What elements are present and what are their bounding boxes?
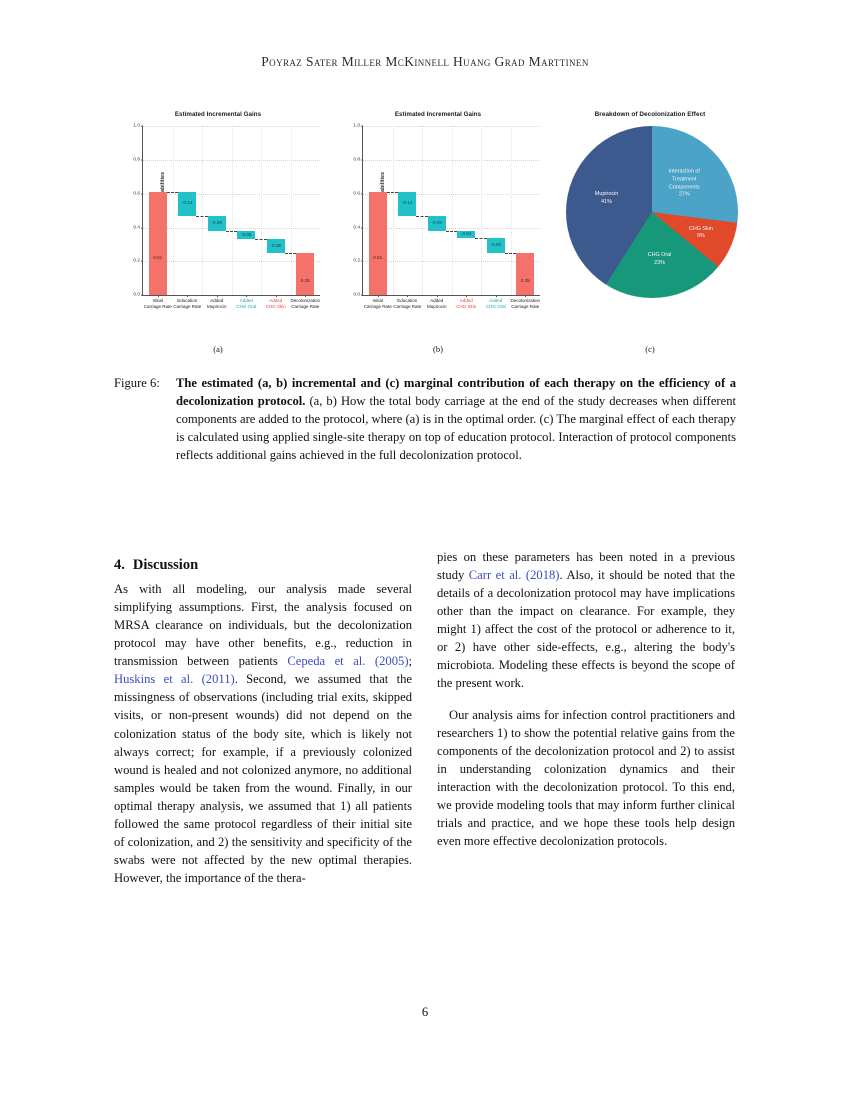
page-number: 6 — [421, 1005, 429, 1019]
pie-slice-label-line: 23% — [654, 259, 665, 266]
waterfall-bar — [369, 192, 387, 295]
waterfall-bar — [428, 216, 446, 231]
x-tick-label — [427, 298, 447, 309]
y-tick-mark — [361, 160, 363, 161]
x-tick-mark — [276, 295, 277, 297]
waterfall-bar — [516, 253, 534, 295]
x-tick-label-line: Carriage Rate — [143, 303, 172, 309]
figure-6 — [112, 112, 748, 356]
panel-c-letter: (c) — [645, 344, 655, 354]
pie-chart — [566, 126, 738, 298]
bar-value-label: 0.25 — [300, 278, 310, 284]
pie-slice-label-line: Mupirocin — [594, 191, 619, 198]
y-tick-mark — [141, 193, 143, 194]
y-tick-mark — [361, 261, 363, 262]
waterfall-connector — [416, 216, 427, 217]
panel-a-axes — [133, 123, 321, 309]
x-tick-mark — [525, 295, 526, 297]
x-tick-label — [236, 298, 256, 309]
pie-slice-label — [595, 191, 618, 207]
figure-caption-rest: (a, b) How the total body carriage at the end of the study decreases when different components are added to the protocol, where (a) is in the optimal order. (c) The marginal effect of each therapy is calculated using applied single-site therapy on top of education protocol. Interaction of protocol components reflects additional gains achieved in the full decolonization protocol. — [176, 394, 736, 462]
y-tick-label: 0.8 — [133, 157, 140, 163]
citation-huskins[interactable]: Huskins et al. (2011) — [114, 672, 235, 687]
waterfall-connector — [387, 192, 398, 193]
waterfall-connector — [226, 231, 237, 232]
bar-value-label: -0.05 — [240, 231, 252, 237]
x-tick-mark — [407, 295, 408, 297]
pie-slice-label-line: CHG Skin — [688, 225, 713, 232]
x-tick-label-line: Carriage Rate — [291, 303, 320, 309]
y-tick-label: 0.2 — [133, 258, 140, 264]
x-tick-label-line: Added — [239, 298, 253, 304]
x-tick-label-line: Added — [459, 298, 473, 304]
y-tick-label: 0.4 — [353, 225, 360, 231]
x-tick-label-line: Carriage Rate — [363, 303, 392, 309]
x-tick-label-line: Carriage Rate — [511, 303, 540, 309]
bar-value-label: -0.14 — [181, 200, 193, 206]
figure-panel-c — [552, 112, 748, 352]
text-run: pies on these parameters has been noted in a previous study — [437, 550, 735, 583]
paragraph-parameters — [437, 548, 735, 693]
x-tick-mark — [378, 295, 379, 297]
y-tick-mark — [141, 160, 143, 161]
pie-slice-label-line: Components — [668, 183, 700, 190]
x-gridline — [202, 126, 203, 295]
x-tick-label-line: Carriage Rate — [173, 303, 202, 309]
pie-slice-label — [648, 252, 672, 268]
waterfall-connector — [196, 216, 207, 217]
y-tick-label: 0.6 — [133, 191, 140, 197]
pie-slice-label — [669, 168, 700, 199]
y-tick-label: 0.0 — [353, 292, 360, 298]
y-tick-label: 0.0 — [133, 292, 140, 298]
panel-c-title: Breakdown of Decolonization Effect — [594, 111, 706, 118]
pie-slice-label-line: 41% — [601, 199, 612, 206]
panel-c-plot-area — [552, 120, 748, 316]
x-tick-label-line: CHG Skin — [265, 303, 286, 309]
section-number: 4. — [114, 557, 125, 574]
panel-a-letter: (a) — [213, 344, 223, 354]
panel-b-letter: (b) — [433, 344, 443, 354]
y-tick-mark — [141, 295, 143, 296]
waterfall-bar — [398, 192, 416, 216]
figure-caption-bold: The estimated (a, b) incremental and (c) marginal contribution of each therapy on the efficiency of a decolonization protocol. — [176, 376, 736, 408]
waterfall-bar — [149, 192, 167, 295]
x-tick-label — [456, 298, 476, 309]
x-tick-mark — [187, 295, 188, 297]
x-tick-label-line: Added — [269, 298, 283, 304]
paragraph-assumptions — [114, 580, 412, 887]
y-tick-label: 1.0 — [353, 123, 360, 129]
waterfall-connector — [167, 192, 178, 193]
y-tick-label: 0.6 — [353, 191, 360, 197]
panel-b-title: Estimated Incremental Gains — [394, 111, 482, 118]
x-gridline — [511, 126, 512, 295]
x-tick-label-line: Added — [430, 298, 444, 304]
bar-value-label: -0.08 — [270, 242, 281, 248]
figure-caption-body — [176, 374, 736, 464]
y-tick-mark — [141, 227, 143, 228]
panel-a-title: Estimated Incremental Gains — [174, 111, 262, 118]
y-tick-label: 0.2 — [353, 258, 360, 264]
figure-panel-b — [332, 112, 544, 352]
x-gridline — [173, 126, 174, 295]
bar-value-label: -0.09 — [490, 241, 501, 247]
x-tick-label — [364, 298, 392, 309]
x-gridline — [232, 126, 233, 295]
x-tick-mark — [217, 295, 218, 297]
text-run: . Also, it should be noted that the details of a decolonization protocol may have implications other than the impact on clearance. For example, they might 1) affect the cost of the protocol or adherence to it, or 2) have other side-effects, e.g., altering the body's microbiota. Modeling these effects is beyond the scope of the present work. — [437, 568, 735, 691]
y-tick-mark — [141, 261, 143, 262]
x-tick-label-line: Added — [210, 298, 224, 304]
bar-value-label: 0.61 — [373, 255, 383, 261]
x-tick-label-line: CHG Oral — [236, 303, 257, 309]
x-tick-mark — [305, 295, 306, 297]
figure-caption-label: Figure 6: — [114, 376, 160, 390]
x-tick-label — [207, 298, 227, 309]
y-tick-mark — [361, 295, 363, 296]
pie-slice-label-line: Treatment — [672, 176, 697, 183]
x-tick-label-line: Decolonization — [290, 298, 321, 304]
x-gridline — [422, 126, 423, 295]
waterfall-connector — [446, 231, 457, 232]
body-column-right — [437, 548, 735, 850]
section-heading-discussion — [114, 557, 198, 574]
citation-cepeda[interactable]: Cepeda et al. (2005) — [287, 654, 409, 669]
waterfall-bar — [178, 192, 196, 216]
citation-carr[interactable]: Carr et al. (2018) — [468, 568, 560, 583]
bar-value-label: -0.04 — [460, 230, 472, 236]
x-gridline — [452, 126, 453, 295]
waterfall-bar — [487, 238, 505, 253]
x-tick-label — [173, 298, 201, 309]
x-gridline — [481, 126, 482, 295]
panel-a-plot-area — [112, 122, 324, 322]
section-title: Discussion — [132, 557, 199, 574]
panel-b-plot-area — [332, 122, 544, 322]
figure-caption — [114, 374, 736, 464]
x-tick-mark — [246, 295, 247, 297]
bar-value-label: 0.25 — [520, 278, 530, 284]
x-tick-label-line: Initial — [372, 298, 384, 304]
pie-slice-label-line: Interaction of — [668, 168, 700, 175]
bar-value-label: 0.61 — [153, 255, 163, 261]
text-run: . Second, we assumed that the missingness of observations (including trial exits, skipped visits, or non-present wounds) did not depend on the colonization status of the body site, which is likely not always correct; for example, if a previously colonized wound is healed and not colonized anymore, no additional samples would be taken from the wound. Finally, in our optimal therapy analysis, we assumed that 1) all patients followed the same protocol regardless of their initial site of colonization, and 2) the sensitivity and specificity of the swabs were not affected by the new optimal therapies. However, the importance of the thera- — [114, 672, 412, 885]
x-gridline — [261, 126, 262, 295]
x-tick-label-line: Mupirocin — [426, 303, 447, 309]
x-tick-label-line: Decolonization — [510, 298, 541, 304]
y-tick-label: 0.4 — [133, 225, 140, 231]
x-tick-mark — [158, 295, 159, 297]
x-tick-mark — [466, 295, 467, 297]
bar-value-label: -0.09 — [211, 219, 222, 225]
waterfall-bar — [457, 231, 475, 238]
x-tick-label — [266, 298, 286, 309]
pie-slice-label-line: 9% — [697, 233, 705, 240]
x-tick-label-line: Education — [397, 298, 418, 304]
waterfall-connector — [505, 253, 516, 254]
x-tick-label-line: Mupirocin — [206, 303, 227, 309]
x-tick-label — [510, 298, 540, 309]
paragraph-aims: Our analysis aims for infection control practitioners and researchers 1) to show the potential relative gains from the components of the decolonization protocol and 2) to assist in understanding colonization dynamics and their interaction with the decolonization protocol. To this end, we provide modeling tools that may inform further clinical trials and practice, and we hope these tools help design even more effective decolonization protocols. — [437, 707, 735, 848]
y-tick-mark — [361, 193, 363, 194]
x-tick-mark — [437, 295, 438, 297]
body-column-left — [114, 580, 412, 887]
x-gridline — [393, 126, 394, 295]
x-tick-label-line: Initial — [152, 298, 164, 304]
waterfall-bar — [237, 231, 255, 239]
waterfall-bar — [208, 216, 226, 231]
y-tick-label: 1.0 — [133, 123, 140, 129]
x-tick-label — [144, 298, 172, 309]
x-tick-label — [290, 298, 320, 309]
x-tick-label — [486, 298, 506, 309]
x-tick-mark — [496, 295, 497, 297]
y-tick-mark — [361, 126, 363, 127]
x-tick-label-line: Carriage Rate — [393, 303, 422, 309]
waterfall-connector — [255, 239, 266, 240]
y-tick-mark — [361, 227, 363, 228]
bar-value-label: -0.09 — [431, 219, 442, 225]
x-tick-label — [393, 298, 421, 309]
text-run: As with all modeling, our analysis made several simplifying assumptions. First, the analysis focused on MRSA clearance on individuals, but the decolonization protocol may have other benefits, e.g., reduction in transmission between patients — [114, 582, 412, 669]
running-head: Poyraz Sater Miller McKinnell Huang Grad Marttinen — [261, 54, 589, 69]
x-tick-label-line: Added — [489, 298, 503, 304]
pie-slice-label-line: 27% — [678, 191, 690, 198]
figure-panel-a — [112, 112, 324, 352]
panel-b-axes — [353, 123, 541, 309]
pie-slice-label-line: CHG Oral — [647, 252, 672, 259]
bar-value-label: -0.14 — [401, 200, 413, 206]
waterfall-bar — [267, 239, 285, 253]
pie-slice-label — [689, 226, 713, 242]
x-tick-label-line: CHG Skin — [456, 303, 477, 309]
waterfall-bar — [296, 253, 314, 295]
waterfall-connector — [285, 253, 296, 254]
x-tick-label-line: Education — [177, 298, 198, 304]
x-tick-label-line: CHG Oral — [485, 303, 506, 309]
x-gridline — [291, 126, 292, 295]
waterfall-connector — [475, 238, 486, 239]
y-tick-mark — [141, 126, 143, 127]
text-run: ; — [408, 654, 413, 669]
y-tick-label: 0.8 — [353, 157, 360, 163]
